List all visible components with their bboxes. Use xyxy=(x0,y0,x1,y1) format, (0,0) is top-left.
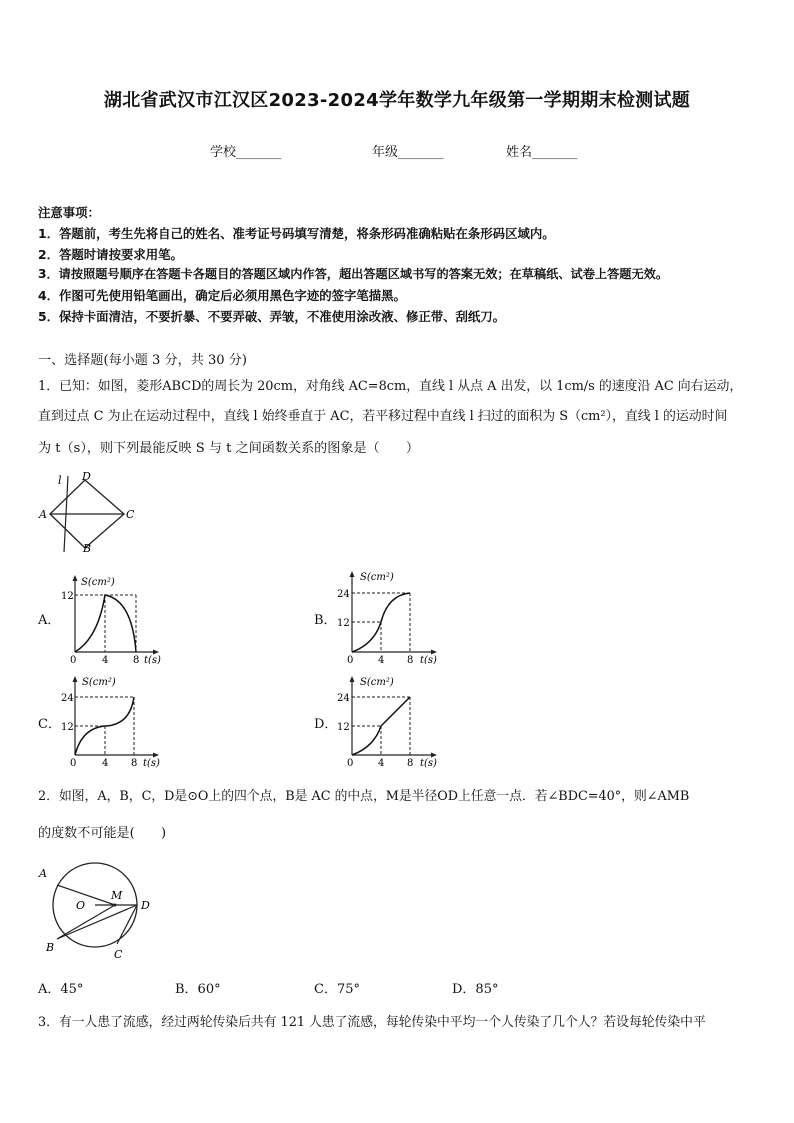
notice-item-2: 2．答题时请按要求用笔。 xyxy=(38,247,183,262)
ytick-c-12: 12 xyxy=(61,722,74,733)
notice-item-4: 4．作图可先使用铅笔画出，确定后必须用黑色字迹的签字笔描黑。 xyxy=(38,288,406,303)
ytick-c-24: 24 xyxy=(61,693,74,704)
xtick-b-0: 0 xyxy=(347,655,354,664)
xlabel-b: t(s) xyxy=(420,655,437,664)
ylabel-b: S(cm²) xyxy=(360,572,394,583)
xtick-d-8: 8 xyxy=(407,758,414,769)
graph-option-b xyxy=(336,568,448,664)
xtick-b-8: 8 xyxy=(407,655,414,664)
label-c-circle: C xyxy=(114,948,123,961)
xlabel-c: t(s) xyxy=(143,758,160,769)
xtick-c-0: 0 xyxy=(70,758,77,769)
q2-line2: 的度数不可能是( ) xyxy=(38,826,167,841)
ytick-d-24: 24 xyxy=(337,693,350,704)
q2-option-d: D．85° xyxy=(452,982,499,997)
q2-option-b: B．60° xyxy=(175,982,221,997)
xtick-a-0: 0 xyxy=(70,655,77,664)
graph-option-c xyxy=(60,673,172,769)
xtick-d-0: 0 xyxy=(347,758,354,769)
ylabel-a: S(cm²) xyxy=(81,577,115,588)
q3-line1: 3．有一人患了流感，经过两轮传染后共有 121 人患了流感，每轮传染中平均一个人传染了几个人？若设每轮传染中平 xyxy=(38,1015,706,1030)
segment-bm xyxy=(57,905,115,939)
q1-line3: 为 t（s），则下列最能反映 S 与 t 之间函数关系的图象是（ ） xyxy=(38,441,419,456)
segment-cd xyxy=(117,905,137,944)
ylabel-d: S(cm²) xyxy=(360,677,394,688)
q2-line1: 2．如图，A，B，C，D是⊙O上的四个点，B是 AC 的中点，M是半径OD上任意一点．若∠BDC=40°，则∠AMB xyxy=(38,789,690,804)
page-title: 湖北省武汉市江汉区2023-2024学年数学九年级第一学期期末检测试题 xyxy=(103,90,691,111)
xtick-a-4: 4 xyxy=(102,655,109,664)
graph-option-d xyxy=(336,673,448,769)
notice-item-5: 5．保持卡面清洁，不要折暴、不要弄破、弄皱，不准使用涂改液、修正带、刮纸刀。 xyxy=(38,309,506,324)
q1-line1: 1．已知：如图，菱形ABCD的周长为 20cm，对角线 AC=8cm，直线 l 从点 A 出发，以 1cm/s 的速度沿 AC 向右运动， xyxy=(38,379,743,394)
ytick-a-12: 12 xyxy=(61,591,74,602)
xtick-c-4: 4 xyxy=(102,758,109,769)
label-d-circle: D xyxy=(141,899,150,912)
xlabel-a: t(s) xyxy=(144,655,161,664)
ytick-b-12: 12 xyxy=(337,618,350,629)
curve-a xyxy=(75,595,136,652)
label-a: A xyxy=(39,508,47,521)
q1-option-d-letter: D． xyxy=(314,717,338,732)
notice-item-1: 1．答题前，考生先将自己的姓名、准考证号码填写清楚，将条形码准确粘贴在条形码区域内。 xyxy=(38,226,555,241)
school-field: 学校_______ xyxy=(210,145,282,160)
graph-option-a xyxy=(60,572,172,664)
grade-field: 年级_______ xyxy=(372,145,444,160)
xtick-b-4: 4 xyxy=(378,655,385,664)
label-b: B xyxy=(83,542,92,555)
segment-am xyxy=(57,885,115,905)
q2-option-c: C．75° xyxy=(314,982,360,997)
ytick-b-24: 24 xyxy=(337,589,350,600)
q1-line2: 直到过点 C 为止在运动过程中，直线 l 始终垂直于 AC，若平移过程中直线 l 扫过的面积为 S（cm²），直线 l 的运动时间 xyxy=(38,409,728,424)
q1-option-b-letter: B． xyxy=(314,613,337,628)
q1-option-c-letter: C． xyxy=(38,717,61,732)
xtick-d-4: 4 xyxy=(378,758,385,769)
xtick-c-8: 8 xyxy=(131,758,138,769)
label-l: l xyxy=(58,474,62,487)
section-heading: 一、选择题(每小题 3 分，共 30 分) xyxy=(38,353,247,368)
label-o: O xyxy=(76,899,86,912)
q2-option-a: A．45° xyxy=(38,982,84,997)
ylabel-c: S(cm²) xyxy=(82,677,116,688)
circle-figure xyxy=(36,860,160,964)
name-field: 姓名_______ xyxy=(506,145,578,160)
label-a-circle: A xyxy=(39,867,47,880)
notice-item-3: 3．请按照题号顺序在答题卡各题目的答题区域内作答，超出答题区域书写的答案无效；在草稿纸、试卷上答题无效。 xyxy=(38,267,669,281)
label-d: D xyxy=(82,470,91,483)
rhombus-figure xyxy=(36,470,146,556)
xlabel-d: t(s) xyxy=(420,758,437,769)
label-c: C xyxy=(126,508,135,521)
xtick-a-8: 8 xyxy=(133,655,140,664)
ytick-d-12: 12 xyxy=(337,722,350,733)
label-b-circle: B xyxy=(46,941,55,954)
q1-option-a-letter: A． xyxy=(38,613,61,628)
label-m: M xyxy=(111,889,123,902)
notice-heading: 注意事项： xyxy=(38,205,100,220)
